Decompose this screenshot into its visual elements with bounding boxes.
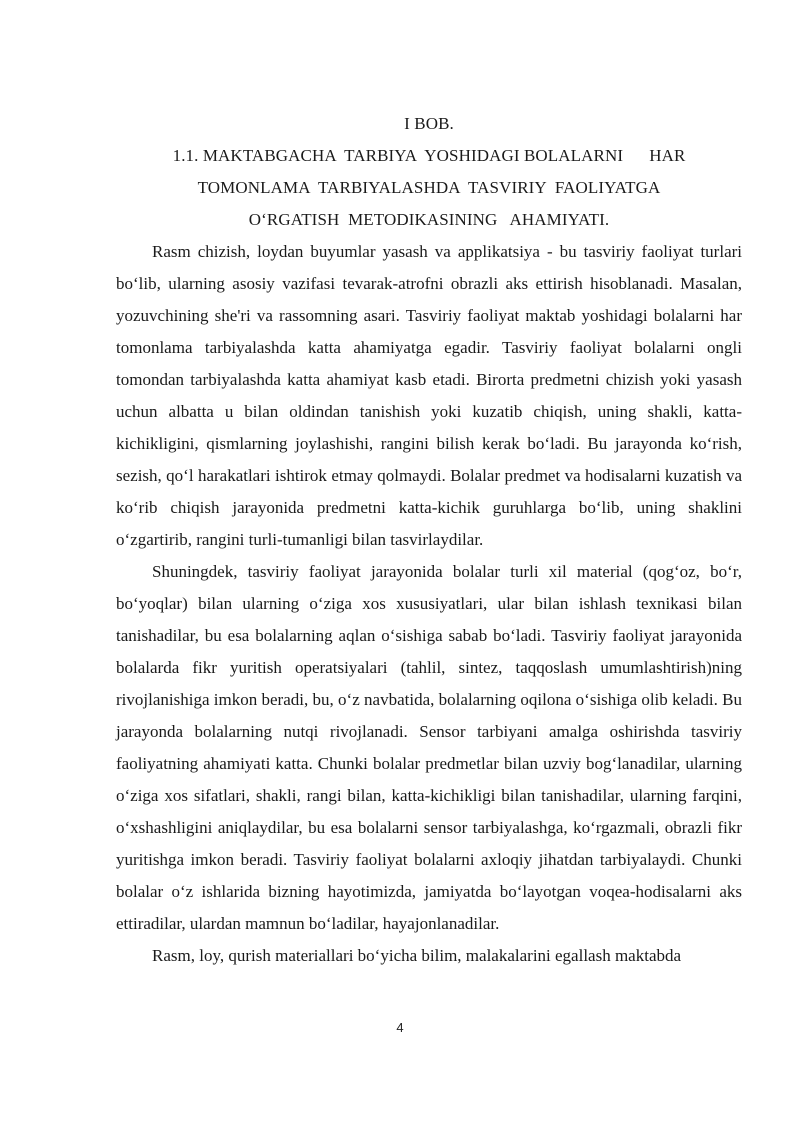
body-paragraph-2: Shuningdek, tasviriy faoliyat jarayonida bolalar turli xil material (qog‘oz, bo‘r, bo‘yoqlar) bilan ularning o‘ziga xos xususiyatlari, ular bilan ishlash texnikasi bilan tanishadilar, bu esa bolalarning aqlan o‘sishiga sabab bo‘ladi. Tasviriy faoliyat jarayonida bolalarda fikr yuritish operatsiyalari (tahlil, sintez, taqqoslash umumlashtirish)ning rivojlanishiga imkon beradi, bu, o‘z navbatida, bolalarning oqilona o‘sishiga olib keladi. Bu jarayonda bolalarning nutqi rivojlanadi. Sensor tarbiyani amalga oshirishda tasviriy faoliyatning ahamiyati katta. Chunki bolalar predmetlar bilan uzviy bog‘lanadilar, ularning o‘ziga xos sifatlari, shakli, rangi bilan, katta-kichikligi bilan tanishadilar, ularning farqini, o‘xshashligini aniqlaydilar, bu esa bolalarni sensor tarbiyalashga, ko‘rgazmali, obrazli fikr yuritishga imkon beradi. Tasviriy faoliyat bolalarni axloqiy jihatdan tarbiyalaydi. Chunki bolalar o‘z ishlarida bizning hayotimizda, jamiyatda bo‘layotgan voqea-hodisalarni aks ettiradilar, ulardan mamnun bo‘ladilar, hayajonlanadilar. xyxy=(116,562,742,933)
page-number: 4 xyxy=(396,1020,404,1035)
section-title-line-1: 1.1. MAKTABGACHA TARBIYA YOSHIDAGI BOLALARNI HAR xyxy=(172,146,686,165)
document-page xyxy=(116,108,742,972)
section-title-line-2: TOMONLAMA TARBIYALASHDA TASVIRIY FAOLIYATGA xyxy=(197,178,661,197)
body-paragraph-1: Rasm chizish, loydan buyumlar yasash va applikatsiya - bu tasviriy faoliyat turlari bo‘lib, ularning asosiy vazifasi tevarak-atrofni obrazli aks ettirish hisoblanadi. Masalan, yozuvchining she'ri va rassomning asari. Tasviriy faoliyat maktab yoshidagi bolalarni har tomonlama tarbiyalashda katta ahamiyatga egadir. Tasviriy faoliyat bolalarni ongli tomondan tarbiyalashda katta ahamiyat kasb etadi. Birorta predmetni chizish yoki yasash uchun albatta u bilan oldindan tanishish yoki kuzatib chiqish, uning shakli, katta-kichikligini, qismlarning joylashishi, rangini bilish kerak bo‘ladi. Bu jarayonda ko‘rish, sezish, qo‘l harakatlari ishtirok etmay qolmaydi. Bolalar predmet va hodisalarni kuzatish va ko‘rib chiqish jarayonida predmetni katta-kichik guruhlarga bo‘lib, uning shaklini o‘zgartirib, rangini turli-tumanligi bilan tasvirlaydilar. xyxy=(116,242,742,549)
chapter-heading xyxy=(116,108,742,236)
chapter-label: I BOB. xyxy=(404,114,454,133)
body-paragraph-3: Rasm, loy, qurish materiallari bo‘yicha bilim, malakalarini egallash maktabda xyxy=(152,946,682,965)
section-title-line-3: O‘RGATISH METODIKASINING AHAMIYATI. xyxy=(248,210,610,229)
